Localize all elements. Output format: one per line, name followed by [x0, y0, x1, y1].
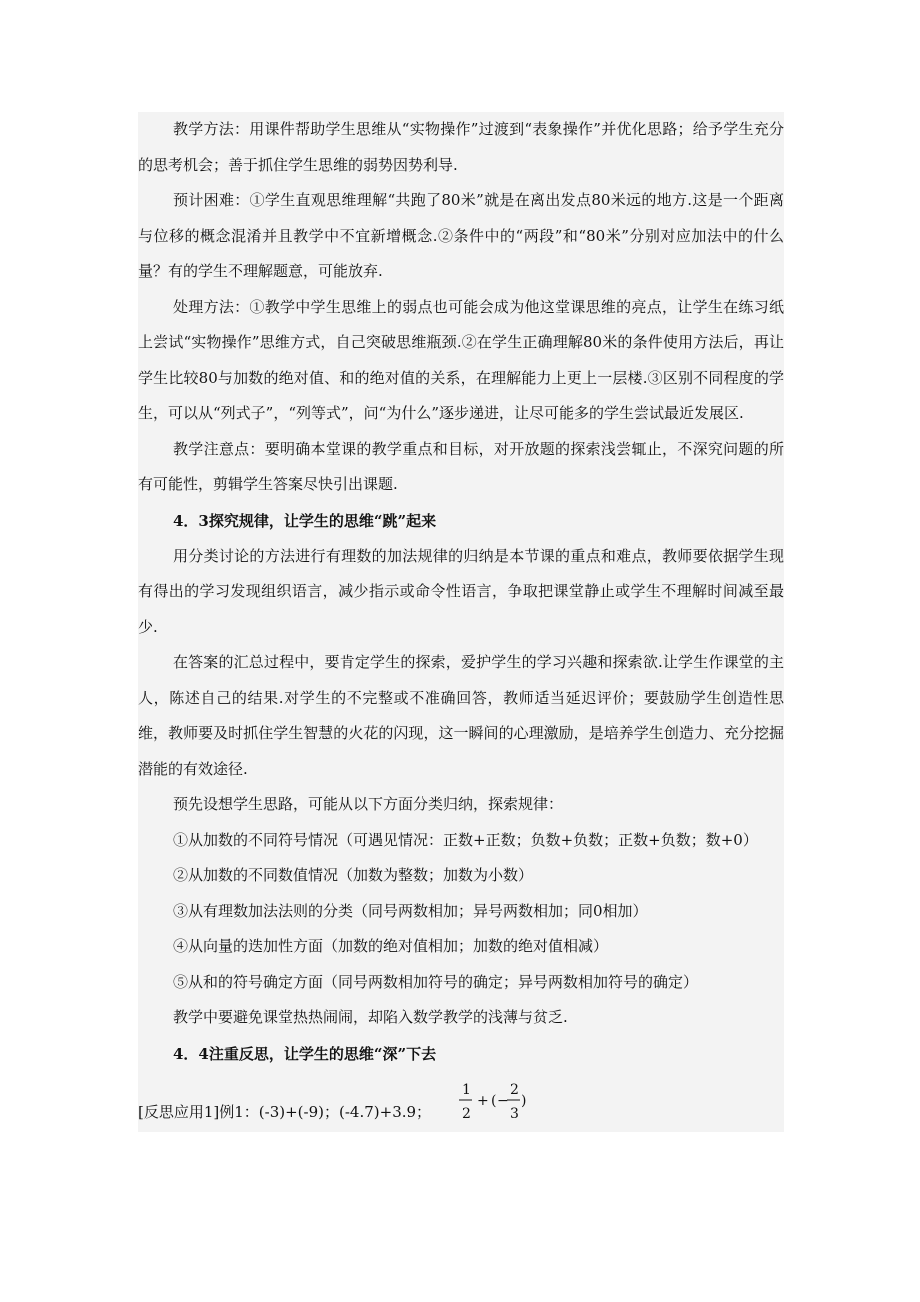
example-1: [138, 1072, 784, 1132]
example-expression-text: [反思应用1]例1：(-3)+(-9)；(-4.7)+3.9；: [138, 1102, 432, 1121]
paragraph-answer-summary: 在答案的汇总过程中，要肯定学生的探索，爱护学生的学习兴趣和探索欲.让学生作课堂的主人，陈述自己的结果.对学生的不完整或不准确回答，教师适当延迟评价；要鼓励学生创造性思维，教师要及时抓住学生智慧的火花的闪现，这一瞬间的心理激励，是培养学生创造力、充分挖掘潜能的有效途径.: [138, 653, 784, 778]
paragraph-student-thinking-intro: 预先设想学生思路，可能从以下方面分类归纳，探索规律：: [173, 795, 564, 813]
paragraph-classification-method: 用分类讨论的方法进行有理数的加法规律的归纳是本节课的重点和难点，教师要依据学生现有得出的学习发现组织语言，减少指示或命令性语言，争取把课堂静止或学生不理解时间减至最少.: [138, 546, 784, 636]
fraction-1-denominator: 2: [462, 1105, 471, 1122]
paragraph-handling-method: 处理方法：①教学中学生思维上的弱点也可能会成为他这堂课思维的亮点，让学生在练习纸上尝试“实物操作”思维方式，自己突破思维瓶颈.②在学生正确理解80米的条件使用方法后，再让学生比较80与加数的绝对值、和的绝对值的关系，在理解能力上更上一层楼.③区别不同程度的学生，可以从“列式子”，“列等式”，问“为什么”逐步递进，让尽可能多的学生尝试最近发展区.: [138, 297, 784, 422]
fraction-2-numerator: 2: [510, 1081, 519, 1098]
paragraph-teaching-notes: 教学注意点：要明确本堂课的教学重点和目标，对开放题的探索浅尝辄止，不深究问题的所有可能性，剪辑学生答案尽快引出课题.: [138, 439, 784, 493]
list-item: ④从向量的迭加性方面（加数的绝对值相加；加数的绝对值相减）: [173, 937, 609, 955]
paragraph-expected-difficulty: 预计困难：①学生直观思维理解“共跑了80米”就是在离出发点80米远的地方.这是一个距离与位移的概念混淆并且教学中不宜新增概念.②条件中的“两段”和“80米”分别对应加法中的什么量？有的学生不理解题意，可能放弃.: [138, 191, 784, 280]
close-paren: ): [521, 1092, 527, 1109]
document-content: [138, 112, 784, 1132]
classification-list: [138, 823, 784, 1001]
paragraph-closing-note: 教学中要避免课堂热热闹闹，却陷入数学教学的浅薄与贫乏.: [173, 1008, 568, 1026]
fraction-expression: [457, 1074, 531, 1130]
minus-sign: −: [497, 1092, 509, 1109]
fraction-2-denominator: 3: [510, 1105, 519, 1122]
open-paren: (: [491, 1092, 497, 1109]
list-item: ①从加数的不同符号情况（可遇见情况：正数+正数；负数+负数；正数+负数；数+0）: [173, 830, 758, 849]
section-heading-4-4: 4．4注重反思，让学生的思维“深”下去: [173, 1044, 437, 1063]
paragraph-teaching-method: 教学方法：用课件帮助学生思维从“实物操作”过渡到“表象操作”并优化思路；给予学生充分的思考机会；善于抓住学生思维的弱势因势利导.: [138, 120, 784, 174]
list-item: ②从加数的不同数值情况（加数为整数；加数为小数）: [173, 866, 534, 884]
section-heading-4-3: 4．3探究规律，让学生的思维“跳”起来: [173, 511, 437, 530]
plus-sign: +: [477, 1092, 489, 1109]
list-item: ⑤从和的符号确定方面（同号两数相加符号的确定；异号两数相加符号的确定）: [173, 972, 699, 991]
fraction-1-numerator: 1: [462, 1081, 471, 1098]
list-item: ③从有理数加法法则的分类（同号两数相加；异号两数相加；同0相加）: [173, 901, 648, 920]
